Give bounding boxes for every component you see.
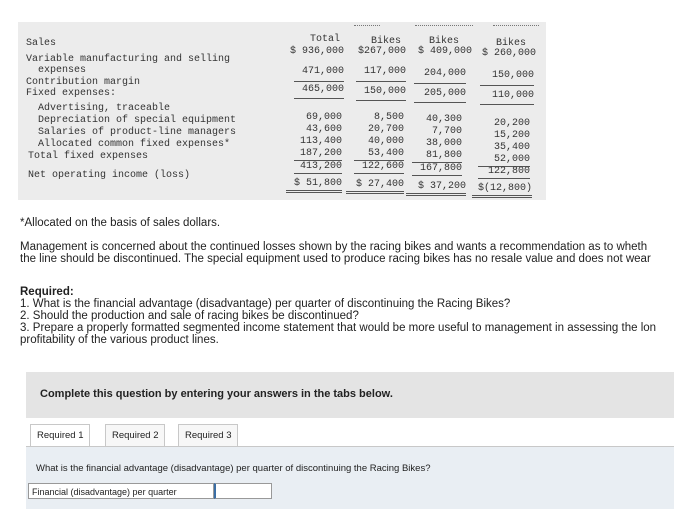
total-fixed-total: 413,200 (294, 161, 342, 174)
management-text-1: Management is concerned about the continued losses shown by the racing bikes and wants a recommendation as to wheth (20, 241, 648, 253)
required-q3-line2: profitability of the various product lines. (20, 334, 219, 346)
variable-c3: 150,000 (480, 70, 534, 86)
header-squiggle (493, 25, 539, 28)
sales-c3: $ 260,000 (481, 48, 536, 59)
required-q2: 2. Should the production and sale of racing bikes be discontinued? (20, 310, 359, 322)
label-allocated: Allocated common fixed expenses* (38, 139, 231, 150)
header-col1: Bikes (370, 36, 401, 47)
total-fixed-c3: 122,800 (478, 166, 530, 179)
label-fixed: Fixed expenses: (26, 88, 117, 99)
net-c1: $ 27,400 (346, 179, 404, 194)
label-variable: Variable manufacturing and selling (26, 54, 231, 65)
contribution-c3: 110,000 (480, 90, 534, 105)
net-c3: $(12,800) (472, 183, 532, 198)
variable-c2: 204,000 (414, 68, 466, 84)
advertising-c1: 8,500 (373, 112, 404, 123)
allocated-c1: 53,400 (354, 148, 404, 161)
allocated-c3: 52,000 (478, 154, 530, 167)
salaries-c1: 40,000 (367, 136, 404, 147)
tab-required-2[interactable]: Required 2 (105, 424, 165, 448)
depreciation-total: 43,600 (305, 124, 342, 135)
allocated-c2: 81,800 (412, 150, 462, 163)
required-heading: Required: (20, 286, 74, 298)
financial-advantage-input[interactable] (214, 483, 272, 499)
label-sales: Sales (26, 38, 57, 49)
required-q1: 1. What is the financial advantage (disadvantage) per quarter of discontinuing the Racing Bikes? (20, 298, 511, 310)
advertising-total: 69,000 (305, 112, 342, 123)
allocated-total: 187,200 (294, 148, 342, 161)
variable-total: 471,000 (294, 66, 344, 82)
header-col2: Bikes (428, 36, 459, 47)
label-depreciation: Depreciation of special equipment (38, 115, 237, 126)
sales-c2: $ 409,000 (417, 46, 472, 57)
depreciation-c2: 7,700 (431, 126, 462, 137)
label-advertising: Advertising, traceable (38, 103, 171, 114)
net-c2: $ 37,200 (406, 181, 466, 196)
salaries-total: 113,400 (299, 136, 342, 147)
header-col3: Bikes (495, 38, 526, 49)
header-total: Total (309, 34, 340, 45)
management-text-2: the line should be discontinued. The special equipment used to produce racing bikes has no resale value and does not wear (20, 253, 651, 265)
advertising-c3: 20,200 (493, 118, 530, 129)
net-total: $ 51,800 (286, 178, 342, 193)
label-variable-2: expenses (38, 65, 87, 76)
depreciation-c1: 20,700 (367, 124, 404, 135)
tab-required-1[interactable]: Required 1 (30, 424, 90, 448)
salaries-c2: 38,000 (425, 138, 462, 149)
label-contribution: Contribution margin (26, 77, 141, 88)
label-salaries: Salaries of product-line managers (38, 127, 237, 138)
variable-c1: 117,000 (356, 66, 406, 82)
salaries-c3: 35,400 (493, 142, 530, 153)
contribution-total: 465,000 (294, 84, 344, 99)
complete-question-banner (26, 372, 674, 418)
advertising-c2: 40,300 (425, 114, 462, 125)
contribution-c2: 205,000 (414, 88, 466, 103)
sales-total: $ 936,000 (289, 46, 344, 57)
contribution-c1: 150,000 (356, 86, 406, 101)
required-q3-line1: 3. Prepare a properly formatted segmented income statement that would be more useful to management in assessing the lon (20, 322, 657, 334)
total-fixed-c2: 167,800 (412, 163, 462, 176)
footnote: *Allocated on the basis of sales dollars. (20, 217, 221, 229)
depreciation-c3: 15,200 (493, 130, 530, 141)
tab-required-3[interactable]: Required 3 (178, 424, 238, 448)
answer-row-label: Financial (disadvantage) per quarter (28, 483, 214, 499)
sales-c1: $267,000 (357, 46, 406, 57)
header-squiggle (415, 25, 473, 28)
answer-panel (26, 446, 674, 509)
header-squiggle (354, 25, 380, 28)
label-net: Net operating income (loss) (28, 170, 191, 181)
total-fixed-c1: 122,600 (354, 161, 404, 174)
label-total-fixed: Total fixed expenses (28, 151, 149, 162)
panel-question: What is the financial advantage (disadvantage) per quarter of discontinuing the Racing Bikes? (36, 463, 431, 474)
complete-question-text: Complete this question by entering your answers in the tabs below. (40, 388, 393, 400)
income-statement (18, 22, 546, 200)
